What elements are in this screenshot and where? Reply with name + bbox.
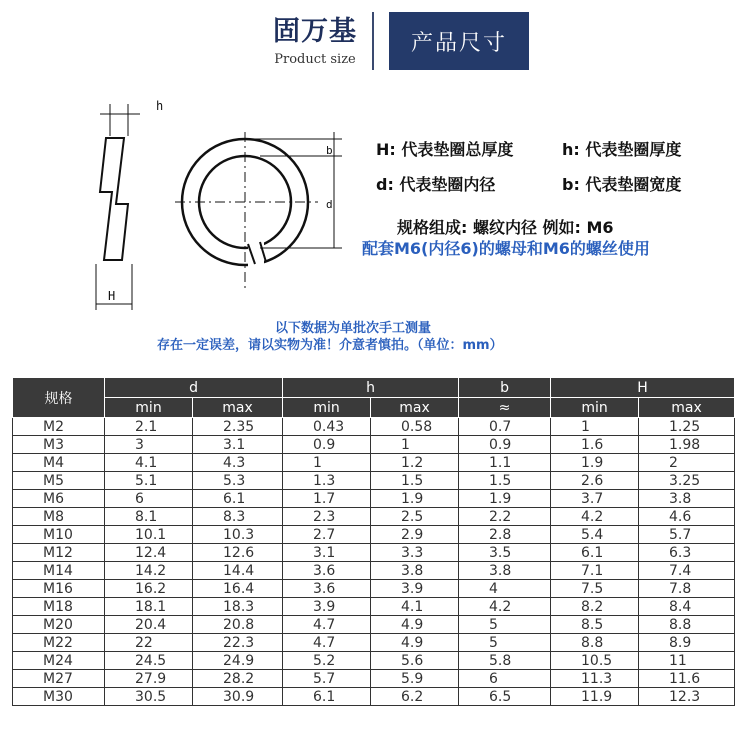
cell-d-max: 24.9 <box>193 652 283 670</box>
table-row <box>13 616 735 634</box>
cell-spec: M30 <box>13 688 105 706</box>
section-title: 产品尺寸 <box>389 12 529 70</box>
cell-d-min: 30.5 <box>105 688 193 706</box>
cell-H-max: 7.4 <box>639 562 735 580</box>
cell-H-min: 1 <box>551 418 639 436</box>
cell-H-max: 1.98 <box>639 436 735 454</box>
cell-d-min: 8.1 <box>105 508 193 526</box>
cell-h-max: 0.58 <box>371 418 459 436</box>
cell-b-approx: 0.7 <box>459 418 551 436</box>
cell-d-min: 27.9 <box>105 670 193 688</box>
cell-spec: M22 <box>13 634 105 652</box>
table-row <box>13 670 735 688</box>
subheader-d-min: min <box>105 398 193 418</box>
brand-title: 固万基 <box>273 16 357 47</box>
cell-d-max: 3.1 <box>193 436 283 454</box>
cell-h-max: 2.9 <box>371 526 459 544</box>
cell-h-min: 1 <box>283 454 371 472</box>
header-H: H <box>551 378 735 398</box>
label-b: b <box>326 144 333 157</box>
cell-d-max: 22.3 <box>193 634 283 652</box>
table-row <box>13 526 735 544</box>
cell-H-min: 1.6 <box>551 436 639 454</box>
cell-spec: M27 <box>13 670 105 688</box>
table-row <box>13 652 735 670</box>
cell-d-max: 2.35 <box>193 418 283 436</box>
cell-h-min: 3.6 <box>283 580 371 598</box>
cell-H-min: 4.2 <box>551 508 639 526</box>
cell-d-min: 16.2 <box>105 580 193 598</box>
note-line-1: 以下数据为单批次手工测量 <box>275 321 432 336</box>
cell-b-approx: 3.5 <box>459 544 551 562</box>
cell-h-min: 4.7 <box>283 616 371 634</box>
cell-h-min: 0.9 <box>283 436 371 454</box>
cell-d-max: 14.4 <box>193 562 283 580</box>
cell-H-min: 11.3 <box>551 670 639 688</box>
table-row <box>13 490 735 508</box>
cell-spec: M16 <box>13 580 105 598</box>
cell-spec: M10 <box>13 526 105 544</box>
spec-table <box>12 377 735 706</box>
cell-b-approx: 4.2 <box>459 598 551 616</box>
cell-h-max: 1.9 <box>371 490 459 508</box>
cell-spec: M3 <box>13 436 105 454</box>
cell-b-approx: 5.8 <box>459 652 551 670</box>
cell-H-max: 8.8 <box>639 616 735 634</box>
table-row <box>13 436 735 454</box>
cell-h-min: 2.3 <box>283 508 371 526</box>
cell-spec: M12 <box>13 544 105 562</box>
table-header-row <box>13 378 735 398</box>
cell-b-approx: 6.5 <box>459 688 551 706</box>
cell-h-max: 4.9 <box>371 616 459 634</box>
cell-spec: M14 <box>13 562 105 580</box>
cell-H-max: 1.25 <box>639 418 735 436</box>
cell-spec: M8 <box>13 508 105 526</box>
cell-b-approx: 5 <box>459 616 551 634</box>
dimension-h <box>100 104 140 136</box>
cell-d-max: 30.9 <box>193 688 283 706</box>
table-subheader-row <box>13 398 735 418</box>
cell-d-min: 24.5 <box>105 652 193 670</box>
cell-h-max: 1.2 <box>371 454 459 472</box>
cell-d-max: 5.3 <box>193 472 283 490</box>
cell-d-min: 6 <box>105 490 193 508</box>
cell-H-max: 6.3 <box>639 544 735 562</box>
brand-subtitle: Product size <box>274 52 356 67</box>
subheader-h-min: min <box>283 398 371 418</box>
cell-h-min: 4.7 <box>283 634 371 652</box>
table-row <box>13 454 735 472</box>
legend-H: H: 代表垫圈总厚度 <box>376 140 514 159</box>
cell-H-min: 8.2 <box>551 598 639 616</box>
table-row <box>13 508 735 526</box>
legend-usage: 配套M6(内径6)的螺母和M6的螺丝使用 <box>362 239 650 258</box>
cell-h-min: 5.2 <box>283 652 371 670</box>
cell-h-max: 3.9 <box>371 580 459 598</box>
cell-H-min: 5.4 <box>551 526 639 544</box>
table-row <box>13 688 735 706</box>
cell-d-min: 5.1 <box>105 472 193 490</box>
cell-h-min: 5.7 <box>283 670 371 688</box>
cell-H-min: 7.1 <box>551 562 639 580</box>
legend-h: h: 代表垫圈厚度 <box>562 140 682 159</box>
brand-block <box>255 14 375 67</box>
cell-H-max: 11 <box>639 652 735 670</box>
cell-h-max: 1 <box>371 436 459 454</box>
cell-h-max: 5.9 <box>371 670 459 688</box>
legend-b: b: 代表垫圈宽度 <box>562 175 682 194</box>
dimension-H <box>96 264 132 310</box>
cell-H-max: 8.9 <box>639 634 735 652</box>
cell-d-min: 2.1 <box>105 418 193 436</box>
cell-d-min: 4.1 <box>105 454 193 472</box>
cell-d-max: 16.4 <box>193 580 283 598</box>
cell-H-max: 4.6 <box>639 508 735 526</box>
spec-table-body <box>13 418 735 706</box>
cell-spec: M4 <box>13 454 105 472</box>
header-b: b <box>459 378 551 398</box>
cell-H-min: 7.5 <box>551 580 639 598</box>
cell-d-min: 18.1 <box>105 598 193 616</box>
cell-H-max: 7.8 <box>639 580 735 598</box>
cell-H-min: 11.9 <box>551 688 639 706</box>
cell-h-max: 4.9 <box>371 634 459 652</box>
cell-d-max: 28.2 <box>193 670 283 688</box>
cell-H-min: 3.7 <box>551 490 639 508</box>
cell-h-max: 2.5 <box>371 508 459 526</box>
subheader-h-max: max <box>371 398 459 418</box>
label-h: h <box>156 99 164 113</box>
cell-spec: M18 <box>13 598 105 616</box>
cell-h-min: 3.1 <box>283 544 371 562</box>
cell-h-min: 6.1 <box>283 688 371 706</box>
header-d: d <box>105 378 283 398</box>
cell-d-min: 20.4 <box>105 616 193 634</box>
subheader-b-approx: ≈ <box>459 398 551 418</box>
subheader-H-min: min <box>551 398 639 418</box>
cell-spec: M2 <box>13 418 105 436</box>
cell-d-max: 12.6 <box>193 544 283 562</box>
cell-h-min: 2.7 <box>283 526 371 544</box>
note-line-2: 存在一定误差，请以实物为准！介意者慎拍。（单位：mm） <box>157 338 503 353</box>
cell-H-min: 8.5 <box>551 616 639 634</box>
cell-H-min: 6.1 <box>551 544 639 562</box>
cell-h-max: 4.1 <box>371 598 459 616</box>
cell-b-approx: 3.8 <box>459 562 551 580</box>
cell-h-max: 3.8 <box>371 562 459 580</box>
header-spec: 规格 <box>13 378 105 418</box>
cell-h-min: 3.6 <box>283 562 371 580</box>
cell-b-approx: 2.2 <box>459 508 551 526</box>
cell-d-min: 12.4 <box>105 544 193 562</box>
cell-h-max: 3.3 <box>371 544 459 562</box>
cell-spec: M20 <box>13 616 105 634</box>
cell-d-min: 3 <box>105 436 193 454</box>
subheader-H-max: max <box>639 398 735 418</box>
cell-d-max: 4.3 <box>193 454 283 472</box>
cell-b-approx: 5 <box>459 634 551 652</box>
table-row <box>13 634 735 652</box>
cell-H-min: 10.5 <box>551 652 639 670</box>
cell-H-max: 5.7 <box>639 526 735 544</box>
cell-H-max: 12.3 <box>639 688 735 706</box>
table-row <box>13 598 735 616</box>
cell-h-min: 1.7 <box>283 490 371 508</box>
cell-H-min: 2.6 <box>551 472 639 490</box>
cell-b-approx: 6 <box>459 670 551 688</box>
label-d: d <box>326 198 333 211</box>
table-row <box>13 418 735 436</box>
cell-h-max: 5.6 <box>371 652 459 670</box>
cell-d-min: 14.2 <box>105 562 193 580</box>
table-row <box>13 544 735 562</box>
cell-h-min: 1.3 <box>283 472 371 490</box>
cell-H-min: 1.9 <box>551 454 639 472</box>
table-row <box>13 562 735 580</box>
cell-h-max: 1.5 <box>371 472 459 490</box>
cell-h-max: 6.2 <box>371 688 459 706</box>
table-row <box>13 580 735 598</box>
header-divider <box>372 12 374 70</box>
subheader-d-max: max <box>193 398 283 418</box>
cell-b-approx: 1.5 <box>459 472 551 490</box>
legend-composition: 规格组成: 螺纹内径 例如: M6 <box>397 218 614 237</box>
cell-d-max: 8.3 <box>193 508 283 526</box>
cell-h-min: 0.43 <box>283 418 371 436</box>
header-h: h <box>283 378 459 398</box>
washer-side-view <box>100 138 128 260</box>
cell-spec: M24 <box>13 652 105 670</box>
cell-d-min: 22 <box>105 634 193 652</box>
cell-H-min: 8.8 <box>551 634 639 652</box>
cell-b-approx: 2.8 <box>459 526 551 544</box>
cell-H-max: 3.8 <box>639 490 735 508</box>
cell-H-max: 11.6 <box>639 670 735 688</box>
cell-b-approx: 0.9 <box>459 436 551 454</box>
cell-h-min: 3.9 <box>283 598 371 616</box>
washer-diagram <box>80 92 350 322</box>
cell-H-max: 8.4 <box>639 598 735 616</box>
table-row <box>13 472 735 490</box>
cell-d-max: 10.3 <box>193 526 283 544</box>
cell-d-max: 18.3 <box>193 598 283 616</box>
cell-H-max: 2 <box>639 454 735 472</box>
cell-b-approx: 4 <box>459 580 551 598</box>
cell-H-max: 3.25 <box>639 472 735 490</box>
cell-spec: M6 <box>13 490 105 508</box>
label-H: H <box>108 289 116 303</box>
cell-b-approx: 1.1 <box>459 454 551 472</box>
cell-d-min: 10.1 <box>105 526 193 544</box>
legend-d: d: 代表垫圈内径 <box>376 175 496 194</box>
cell-d-max: 6.1 <box>193 490 283 508</box>
cell-d-max: 20.8 <box>193 616 283 634</box>
cell-spec: M5 <box>13 472 105 490</box>
cell-b-approx: 1.9 <box>459 490 551 508</box>
